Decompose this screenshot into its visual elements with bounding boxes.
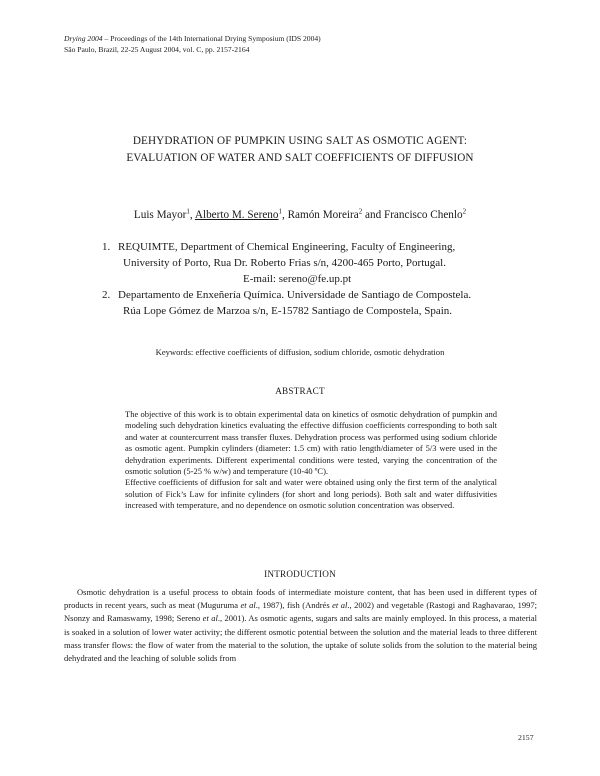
introduction-paragraph xyxy=(64,586,537,665)
header-line-1 xyxy=(64,33,321,44)
paper-title xyxy=(60,133,540,167)
journal-details: – Proceedings of the 14th International Drying Symposium (IDS 2004) xyxy=(102,34,321,43)
author-4-sup: 2 xyxy=(462,207,467,216)
proceedings-header xyxy=(64,33,321,55)
intro-etal-2: et al xyxy=(332,600,348,611)
author-3: , Ramón Moreira xyxy=(281,209,359,221)
introduction-body xyxy=(64,586,537,665)
affiliation-1-text: REQUIMTE, Department of Chemical Engineering, Faculty of Engineering, xyxy=(118,241,456,253)
author-1: Luis Mayor xyxy=(133,209,187,221)
author-list: Luis Mayor$^1$, Alberto M. Sereno$^1$, Ramón Moreira$^2$ and Francisco Chenlo$^2$ xyxy=(133,207,467,221)
affiliation-2-line-1 xyxy=(102,287,471,303)
affiliation-1-number: 1. xyxy=(102,241,111,253)
affiliation-1-line-1 xyxy=(102,239,455,255)
journal-name: Drying 2004 xyxy=(64,34,103,43)
intro-text-3: ., 2002) and vegetable (Rastogi and Raghavarao, 1997; Nsonzy and Ramaswamy, 1998; Sereno xyxy=(64,600,537,624)
affiliation-2-text: Departamento de Enxeñería Química. Universidade de Santiago de Compostela. xyxy=(118,289,472,301)
intro-text-4: ., 2001). As osmotic agents, sugars and salts are mainly employed. In this process, a material is soaked in a solution of lower water activity; the different osmotic potential between the solution and the material leads to three different mass transfer flows: the flow of water from the material to the solution, the uptake of solute solids from the solution to the material being dehydrated and the leaching of soluble solids from xyxy=(64,613,538,664)
abstract-body xyxy=(125,409,497,512)
author-4: and Francisco Chenlo xyxy=(362,209,463,221)
introduction-heading: INTRODUCTION xyxy=(264,569,336,579)
title-line-2: EVALUATION OF WATER AND SALT COEFFICIENTS OF DIFFUSION xyxy=(126,152,474,164)
intro-etal-3: et al xyxy=(202,613,218,624)
intro-etal-1: et al xyxy=(240,600,256,611)
affiliation-2-line-2: Rúa Lope Gómez de Marzoa s/n, E-15782 Santiago de Compostela, Spain. xyxy=(123,305,453,317)
author-2: Alberto M. Sereno xyxy=(194,209,279,221)
author-1-sup: 1 xyxy=(186,207,190,216)
intro-text-1: Osmotic dehydration is a useful process to obtain foods of intermediate moisture content, that has been used in different types of products in recent years, such as meat (Muguruma xyxy=(64,587,537,611)
abstract-paragraph-1: The objective of this work is to obtain experimental data on kinetics of osmotic dehydration of pumpkin and modeling such dehydration kinetics evaluating the effective diffusion coefficients corresponding to both salt and water at countercurrent mass transfer fluxes. Dehydration process was performed using sodium chloride as osmotic agent. Pumpkin cylinders (diameter: 1.5 cm) with ratio length/diameter of 5/3 were used in the dehydration experiments. Different experimental conditions were tested, varying the concentration of the osmotic solution (5-25 % w/w) and temperature (10-40 ºC). xyxy=(125,409,497,477)
affiliation-1-line-2: University of Porto, Rua Dr. Roberto Frias s/n, 4200-465 Porto, Portugal. xyxy=(123,257,446,269)
intro-text-2: ., 1987), fish (Andrés xyxy=(255,600,333,611)
affiliation-1-email: E-mail: sereno@fe.up.pt xyxy=(243,273,352,285)
affiliation-2-number: 2. xyxy=(102,289,111,301)
keywords: Keywords: effective coefficients of diffusion, sodium chloride, osmotic dehydration xyxy=(155,347,445,357)
author-2-sup: 1 xyxy=(278,207,282,216)
author-3-sup: 2 xyxy=(358,207,363,216)
abstract-paragraph-2: Effective coefficients of diffusion for salt and water were obtained using only the first term of the analytical solution of Fick’s Law for infinite cylinders (for short and long periods). Both salt and water diffusivities increased with temperature, and no dependence on osmotic solution concentration was observed. xyxy=(125,477,497,511)
abstract-heading: ABSTRACT xyxy=(275,386,325,396)
header-line-2: São Paulo, Brazil, 22-25 August 2004, vol. C, pp. 2157-2164 xyxy=(64,45,250,54)
page-number: 2157 xyxy=(518,733,534,742)
title-line-1: DEHYDRATION OF PUMPKIN USING SALT AS OSMOTIC AGENT: xyxy=(132,135,468,147)
